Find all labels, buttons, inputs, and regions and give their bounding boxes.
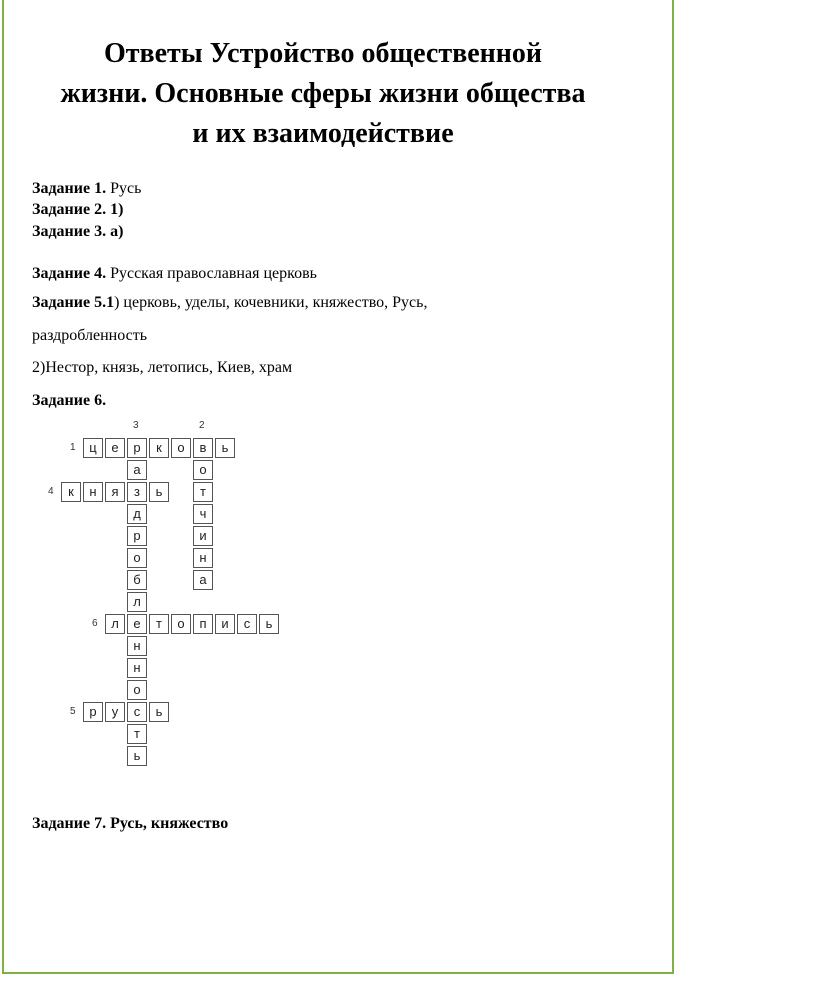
crossword-cell: л [127,592,147,612]
task-5 [32,294,427,312]
crossword-cell: р [127,438,147,458]
title-line-2: жизни. Основные сферы жизни общества [60,78,586,109]
crossword-cell: т [127,724,147,744]
clue-number-3: 3 [133,420,139,431]
crossword-cell: н [83,482,103,502]
crossword-cell: о [171,438,191,458]
crossword-cell: я [105,482,125,502]
task-2-label: Задание 2. [32,201,107,218]
title-line-3: и их взаимодействие [192,118,454,149]
crossword-cell: н [193,548,213,568]
task-5-answer: ) церковь, уделы, кочевники, княжество, Русь, [114,294,428,311]
crossword-cell: т [149,614,169,634]
clue-number-4: 4 [48,486,54,497]
task-7 [32,815,228,833]
crossword-cell: ц [83,438,103,458]
task-1 [32,180,141,198]
crossword-cell: о [171,614,191,634]
task-3-label: Задание 3. [32,223,107,240]
crossword-cell: р [83,702,103,722]
clue-number-5: 5 [70,706,76,717]
clue-number-6: 6 [92,618,98,629]
crossword-cell: ь [215,438,235,458]
clue-number-1: 1 [70,442,76,453]
crossword-cell: к [61,482,81,502]
clue-number-2: 2 [199,420,205,431]
crossword-cell: а [127,460,147,480]
crossword-cell: е [105,438,125,458]
crossword-cell: н [127,658,147,678]
crossword-cell: б [127,570,147,590]
crossword-cell: т [193,482,213,502]
crossword-cell: р [127,526,147,546]
page-title [28,34,618,154]
crossword-cell: а [193,570,213,590]
crossword-cell: и [193,526,213,546]
task-1-label: Задание 1. [32,180,107,197]
crossword-cell: у [105,702,125,722]
title-line-1: Ответы Устройство общественной [103,38,543,69]
task-7-label: Задание 7. Русь, княжество [32,815,229,832]
crossword-cell: л [105,614,125,634]
task-5-part-2: 2)Нестор, князь, летопись, Киев, храм [32,359,293,376]
task-1-answer: Русь [106,180,142,197]
task-5-label: Задание 5.1 [32,294,115,311]
crossword-cell: к [149,438,169,458]
crossword-cell: е [127,614,147,634]
task-4-answer: Русская православная церковь [106,265,317,282]
task-4 [32,265,317,283]
crossword-cell: ь [127,746,147,766]
crossword-cell: о [193,460,213,480]
crossword-cell: ь [259,614,279,634]
crossword-cell: и [215,614,235,634]
crossword-cell: с [127,702,147,722]
crossword-cell: ч [193,504,213,524]
crossword-cell: н [127,636,147,656]
crossword-cell: ь [149,482,169,502]
task-4-label: Задание 4. [32,265,107,282]
crossword-cell: п [193,614,213,634]
crossword-cell: о [127,680,147,700]
task-6-label: Задание 6. [32,392,107,409]
crossword-cell: в [193,438,213,458]
task-2 [32,201,123,219]
crossword-cell: з [127,482,147,502]
crossword-cell: ь [149,702,169,722]
task-2-answer: 1) [106,201,124,218]
crossword-cell: с [237,614,257,634]
task-5-continuation: раздробленность [32,327,148,344]
crossword-cell: о [127,548,147,568]
crossword-cell: д [127,504,147,524]
task-6 [32,392,106,410]
task-3 [32,223,123,241]
task-3-answer: а) [106,223,124,240]
